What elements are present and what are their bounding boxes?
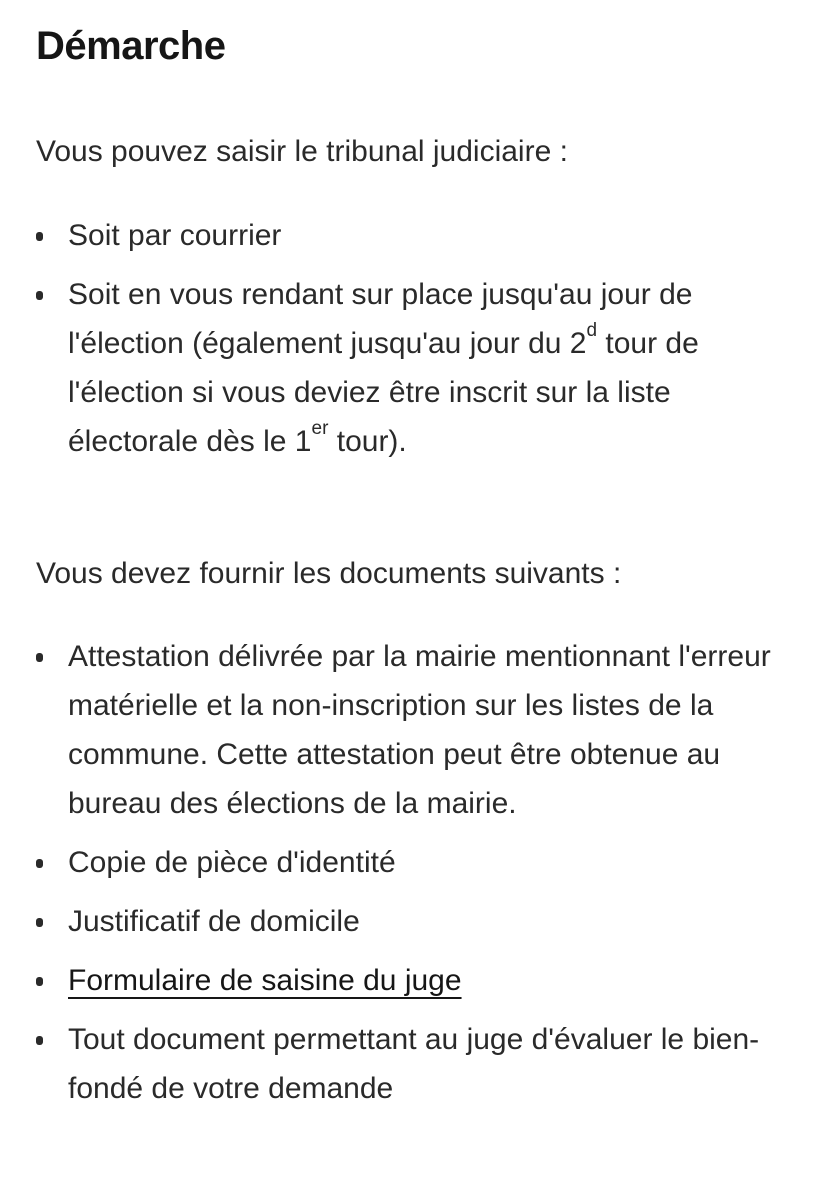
bullet-icon bbox=[36, 859, 43, 868]
intro-tribunal: Vous pouvez saisir le tribunal judiciaire : bbox=[36, 135, 568, 168]
intro-documents: Vous devez fournir les documents suivants : bbox=[36, 557, 622, 590]
bullet-icon bbox=[36, 918, 43, 927]
list-item bbox=[36, 897, 796, 946]
formulaire-saisine-link[interactable]: Formulaire de saisine du juge bbox=[68, 964, 462, 997]
bullet-icon bbox=[36, 291, 43, 300]
list-item-text: Copie de pièce d'identité bbox=[68, 846, 396, 879]
list-item bbox=[36, 956, 796, 1005]
saisine-methods-list bbox=[36, 211, 796, 476]
list-item-text bbox=[68, 278, 699, 458]
list-item bbox=[36, 838, 796, 887]
bullet-icon bbox=[36, 1036, 43, 1045]
list-item bbox=[36, 211, 796, 260]
bullet-icon bbox=[36, 653, 43, 662]
list-item-text: Tout document permettant au juge d'évaluer le bien-fondé de votre demande bbox=[68, 1023, 760, 1105]
text-part: Soit en vous rendant sur place jusqu'au jour de l'élection (également jusqu'au jour du 2 bbox=[68, 278, 693, 360]
list-item bbox=[36, 1015, 796, 1113]
text-part: tour de l'élection si vous deviez être inscrit sur la liste électorale dès le 1 bbox=[68, 327, 699, 458]
list-item bbox=[36, 270, 796, 466]
list-item-text: Soit par courrier bbox=[68, 219, 282, 252]
list-item-text: Attestation délivrée par la mairie mentionnant l'erreur matérielle et la non-inscription sur les listes de la commune. Cette attestation peut être obtenue au bureau des élections de la mairie. bbox=[68, 640, 771, 820]
list-item-text: Justificatif de domicile bbox=[68, 905, 360, 938]
page-title: Démarche bbox=[36, 24, 226, 68]
superscript: er bbox=[311, 418, 329, 439]
list-item bbox=[36, 632, 796, 828]
superscript: d bbox=[586, 320, 598, 341]
bullet-icon bbox=[36, 977, 43, 986]
text-part: tour). bbox=[328, 425, 407, 458]
bullet-icon bbox=[36, 232, 43, 241]
documents-list bbox=[36, 632, 796, 1123]
